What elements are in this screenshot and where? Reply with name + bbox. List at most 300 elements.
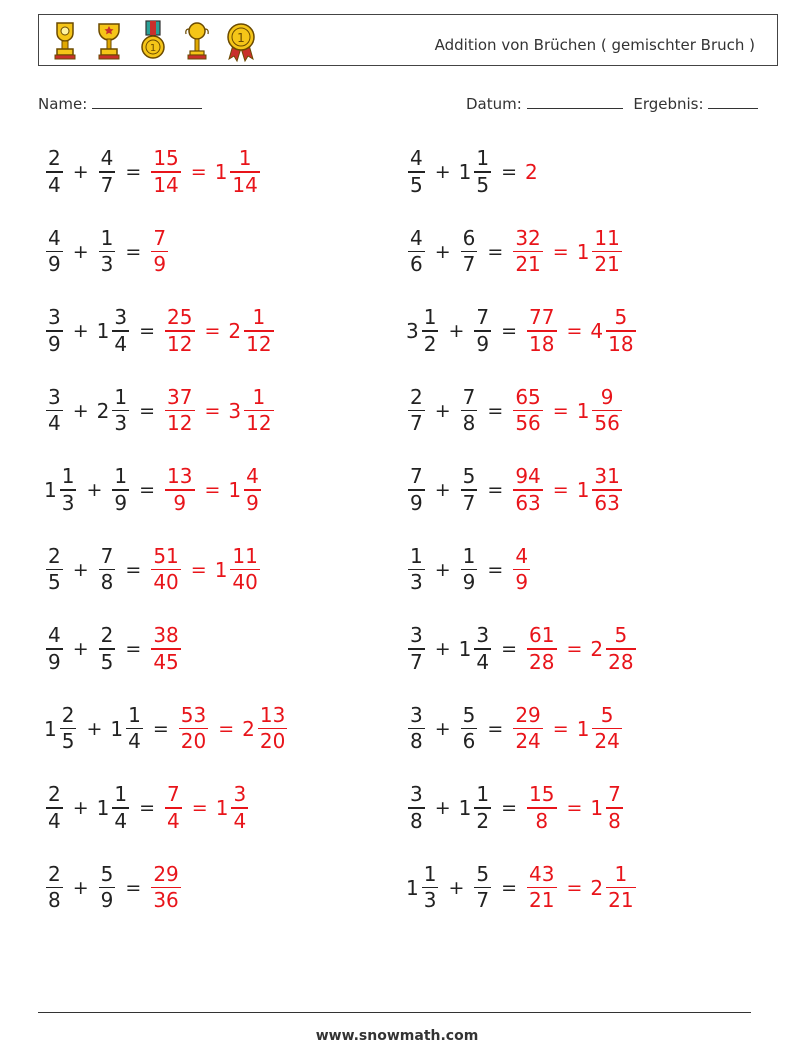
problem-equation: [406, 458, 624, 522]
denominator: 21: [515, 252, 541, 277]
fraction: [461, 703, 478, 755]
denominator: 9: [48, 649, 61, 674]
denominator: 8: [48, 888, 61, 913]
fraction: [592, 703, 621, 755]
fraction: [60, 703, 77, 755]
problem-item: [406, 776, 625, 840]
denominator: 9: [48, 331, 61, 356]
problem-item: [406, 299, 638, 363]
equals-sign: =: [125, 876, 142, 899]
denominator: 20: [259, 729, 286, 754]
fraction: [408, 385, 425, 437]
equals-sign: =: [501, 638, 518, 660]
whole-number: 2: [590, 637, 604, 661]
numerator: 3: [114, 305, 128, 330]
fraction-term: [406, 146, 427, 198]
problem-item: [44, 697, 289, 761]
fraction-term: [110, 703, 144, 755]
fraction: [165, 464, 194, 516]
fraction-term: [110, 464, 131, 516]
problem-equation: [44, 299, 276, 363]
denominator: 4: [167, 808, 180, 833]
denominator: 14: [153, 172, 179, 197]
numerator: 15: [529, 782, 555, 807]
fraction-term: [44, 782, 65, 834]
fraction: [474, 623, 491, 675]
numerator: 61: [529, 623, 555, 648]
answer-term: [149, 146, 182, 198]
fraction: [606, 782, 623, 834]
problem-item: [406, 140, 539, 204]
answer-term: [215, 146, 262, 198]
fraction: [474, 862, 491, 914]
fraction-term: [459, 623, 493, 675]
plus-sign: +: [434, 399, 451, 422]
answer-term: [525, 782, 558, 834]
fraction-term: [44, 146, 65, 198]
denominator: 14: [232, 172, 258, 197]
fraction: [99, 146, 116, 198]
fraction: [151, 544, 180, 596]
fraction-term: [459, 385, 480, 437]
answer-term: [216, 782, 250, 834]
fraction-term: [459, 544, 480, 596]
whole-number: 1: [458, 796, 472, 820]
answer-term: [511, 544, 532, 596]
fraction: [408, 703, 425, 755]
numerator: 4: [410, 146, 423, 171]
fraction: [151, 862, 180, 914]
numerator: 13: [167, 464, 193, 489]
fraction: [244, 464, 261, 516]
denominator: 12: [167, 411, 193, 436]
denominator: 56: [515, 411, 541, 436]
problem-item: [44, 220, 170, 284]
fraction: [527, 623, 556, 675]
fraction-term: [406, 464, 427, 516]
numerator: 2: [48, 861, 61, 886]
numerator: 2: [48, 782, 61, 807]
fraction: [112, 305, 129, 357]
fraction-term: [97, 385, 131, 437]
problem-equation: [406, 538, 532, 602]
problem-item: [406, 220, 624, 284]
equals-sign: =: [139, 320, 156, 342]
worksheet-title: Addition von Brüchen ( gemischter Bruch ): [434, 36, 755, 54]
fraction: [151, 226, 168, 278]
fraction: [408, 146, 425, 198]
denominator: 7: [100, 172, 114, 197]
denominator: 28: [608, 649, 634, 674]
numerator: 7: [608, 782, 621, 807]
denominator: 3: [100, 252, 114, 277]
numerator: 77: [529, 305, 555, 330]
fraction: [408, 226, 425, 278]
whole-number: 1: [110, 716, 124, 741]
worksheet-header: [38, 14, 778, 66]
problem-equation: [44, 140, 262, 204]
name-field[interactable]: [38, 94, 202, 113]
equals-sign: =: [552, 717, 569, 740]
problem-equation: [44, 538, 262, 602]
whole-number: 1: [576, 239, 590, 264]
denominator: 3: [61, 490, 75, 515]
numerator: 37: [167, 384, 193, 409]
numerator: 29: [153, 861, 179, 886]
equals-sign: =: [487, 399, 504, 422]
problem-equation: [44, 776, 250, 840]
fraction-term: [97, 226, 118, 278]
svg-text:1: 1: [149, 43, 157, 54]
denominator: 9: [410, 490, 423, 515]
fraction: [112, 782, 129, 834]
fraction: [46, 305, 63, 357]
problem-item: [44, 458, 263, 522]
problem-equation: [44, 379, 276, 443]
answer-term: [525, 305, 558, 357]
numerator: 1: [114, 782, 128, 807]
whole-number: 2: [228, 319, 242, 343]
problem-equation: [44, 617, 183, 681]
fraction: [606, 623, 635, 675]
denominator: 5: [48, 570, 61, 595]
numerator: 25: [167, 305, 193, 330]
numerator: 3: [233, 782, 247, 807]
fraction: [513, 226, 542, 278]
whole-number: 1: [576, 398, 590, 423]
denominator: 4: [48, 808, 61, 833]
problem-item: [44, 379, 276, 443]
equals-sign: =: [501, 320, 518, 342]
denominator: 9: [246, 490, 259, 515]
equals-sign: =: [487, 717, 504, 740]
denominator: 12: [167, 331, 193, 356]
whole-number: 1: [96, 319, 110, 343]
numerator: 3: [410, 702, 423, 727]
fraction-term: [406, 703, 427, 755]
equals-sign: =: [125, 240, 142, 263]
denominator: 9: [462, 570, 476, 595]
fraction: [258, 703, 287, 755]
answer-term: [525, 862, 558, 914]
denominator: 18: [529, 331, 555, 356]
equals-sign: =: [566, 638, 583, 660]
equals-sign: =: [487, 479, 504, 501]
numerator: 7: [410, 464, 423, 489]
equals-sign: =: [501, 161, 518, 183]
whole-number: 1: [406, 875, 419, 900]
denominator: 8: [410, 808, 423, 833]
whole-number: 2: [96, 398, 110, 423]
numerator: 2: [410, 384, 423, 409]
answer-term: [163, 782, 184, 834]
numerator: 7: [100, 543, 114, 568]
numerator: 6: [462, 225, 476, 250]
answer-term: [525, 623, 558, 675]
numerator: 5: [600, 702, 614, 727]
answer-term: [590, 862, 637, 914]
denominator: 7: [476, 888, 490, 913]
numerator: 1: [252, 384, 266, 409]
answer-term: [228, 464, 262, 516]
plus-sign: +: [434, 797, 451, 819]
fraction: [513, 703, 542, 755]
date-line[interactable]: [527, 94, 623, 109]
denominator: 4: [48, 172, 61, 197]
numerator: 53: [180, 702, 207, 727]
answer-term: [149, 544, 182, 596]
equals-sign: =: [190, 161, 207, 183]
answer-term: [149, 623, 182, 675]
denominator: 20: [180, 729, 207, 754]
fraction-term: [44, 544, 65, 596]
plus-sign: +: [434, 240, 451, 263]
award-ribbon-icon: [225, 19, 257, 63]
plus-sign: +: [72, 638, 89, 660]
equals-sign: =: [218, 717, 235, 740]
equals-sign: =: [204, 479, 221, 501]
fraction: [513, 544, 530, 596]
fraction-term: [97, 305, 131, 357]
fraction: [606, 305, 635, 357]
fraction: [461, 226, 478, 278]
denominator: 3: [423, 888, 437, 913]
fraction: [99, 862, 116, 914]
numerator: 4: [515, 543, 529, 568]
numerator: 1: [476, 146, 490, 171]
denominator: 9: [173, 490, 187, 515]
problem-equation: [406, 220, 624, 284]
answer-term: [511, 226, 544, 278]
plus-sign: +: [434, 479, 451, 501]
denominator: 28: [529, 649, 555, 674]
problem-equation: [406, 140, 539, 204]
fraction: [60, 464, 77, 516]
footer-divider: [38, 1012, 751, 1013]
denominator: 5: [476, 172, 490, 197]
denominator: 63: [594, 490, 620, 515]
fraction: [99, 623, 116, 675]
numerator: 4: [100, 146, 114, 171]
fraction-term: [44, 305, 65, 357]
whole-number: 1: [458, 160, 472, 184]
numerator: 5: [462, 464, 476, 489]
answer-term: [577, 464, 624, 516]
equals-sign: =: [566, 876, 583, 899]
numerator: 1: [61, 464, 75, 489]
plus-sign: +: [72, 399, 89, 422]
fraction: [527, 305, 556, 357]
denominator: 40: [232, 570, 258, 595]
problem-equation: [44, 697, 289, 761]
fraction: [231, 782, 248, 834]
fraction: [165, 782, 182, 834]
fraction: [422, 305, 439, 357]
name-line[interactable]: [92, 94, 202, 109]
numerator: 11: [232, 543, 258, 568]
denominator: 8: [410, 729, 423, 754]
fraction-term: [97, 544, 118, 596]
numerator: 2: [48, 543, 61, 568]
denominator: 9: [153, 252, 167, 277]
problem-item: [44, 617, 183, 681]
fraction: [474, 782, 491, 834]
fraction: [46, 862, 63, 914]
fraction: [408, 544, 425, 596]
denominator: 7: [410, 411, 423, 436]
numerator: 4: [246, 464, 259, 489]
numerator: 15: [153, 146, 179, 171]
whole-number: 1: [214, 160, 228, 184]
denominator: 12: [246, 411, 272, 436]
denominator: 4: [48, 411, 61, 436]
denominator: 2: [476, 808, 490, 833]
numerator: 51: [153, 543, 179, 568]
fraction: [408, 782, 425, 834]
problem-item: [406, 538, 532, 602]
fraction-term: [406, 385, 427, 437]
denominator: 45: [153, 649, 179, 674]
fraction-term: [44, 623, 65, 675]
fraction: [244, 385, 273, 437]
numerator: 1: [238, 146, 252, 171]
problem-item: [406, 458, 624, 522]
problem-equation: [44, 856, 183, 920]
equals-sign: =: [204, 320, 221, 342]
numerator: 1: [476, 782, 490, 807]
fraction: [408, 464, 425, 516]
denominator: 5: [100, 649, 114, 674]
fraction: [474, 146, 491, 198]
problem-item: [406, 617, 638, 681]
equals-sign: =: [487, 558, 504, 581]
denominator: 8: [608, 808, 621, 833]
plus-sign: +: [434, 558, 451, 581]
numerator: 2: [61, 702, 75, 727]
numerator: 5: [462, 702, 476, 727]
fraction: [46, 623, 63, 675]
plus-sign: +: [434, 161, 451, 183]
denominator: 8: [100, 570, 114, 595]
fraction: [230, 146, 259, 198]
numerator: 5: [476, 861, 490, 886]
date-field[interactable]: [466, 94, 758, 113]
denominator: 3: [410, 570, 423, 595]
denominator: 4: [128, 729, 141, 754]
date-label: Datum:: [466, 95, 522, 113]
numerator: 1: [114, 384, 128, 409]
numerator: 11: [594, 225, 620, 250]
equals-sign: =: [139, 399, 156, 422]
plus-sign: +: [434, 638, 451, 660]
fraction-term: [44, 703, 78, 755]
numerator: 43: [529, 861, 555, 886]
numerator: 3: [410, 623, 423, 648]
fraction-term: [472, 305, 493, 357]
footer-url: www.snowmath.com: [315, 1028, 479, 1044]
fraction: [422, 862, 439, 914]
plus-sign: +: [448, 876, 465, 899]
fraction-term: [97, 146, 118, 198]
answer-term: [163, 385, 196, 437]
answer-term: [163, 305, 196, 357]
fraction: [244, 305, 273, 357]
fraction: [165, 305, 194, 357]
denominator: 8: [535, 808, 549, 833]
fraction: [592, 464, 621, 516]
numerator: 2: [48, 146, 61, 171]
problem-equation: [406, 617, 638, 681]
denominator: 5: [61, 729, 75, 754]
fraction: [112, 385, 129, 437]
equals-sign: =: [487, 240, 504, 263]
problem-equation: [406, 776, 625, 840]
problem-item: [44, 140, 262, 204]
fraction-term: [97, 782, 131, 834]
whole-number: 2: [242, 716, 255, 741]
denominator: 7: [410, 649, 423, 674]
whole-number: 1: [228, 478, 242, 502]
fraction: [513, 385, 542, 437]
answer-term: [149, 226, 170, 278]
numerator: 1: [423, 305, 437, 330]
denominator: 9: [48, 252, 61, 277]
problem-equation: [406, 379, 624, 443]
fraction: [99, 544, 116, 596]
fraction: [46, 544, 63, 596]
denominator: 6: [462, 729, 476, 754]
answer-term: [577, 385, 624, 437]
denominator: 9: [476, 331, 490, 356]
fraction: [99, 226, 116, 278]
fraction: [527, 782, 556, 834]
fraction: [126, 703, 143, 755]
fraction-term: [406, 623, 427, 675]
denominator: 3: [114, 411, 128, 436]
denominator: 9: [100, 888, 114, 913]
numerator: 1: [410, 543, 423, 568]
denominator: 21: [594, 252, 620, 277]
fraction-term: [459, 464, 480, 516]
problem-item: [44, 776, 250, 840]
fraction: [46, 782, 63, 834]
answer-term: [242, 703, 289, 755]
fraction: [230, 544, 259, 596]
denominator: 21: [608, 888, 634, 913]
numerator: 5: [100, 861, 114, 886]
fraction: [112, 464, 129, 516]
trophy-star-icon: [93, 19, 125, 63]
numerator: 5: [614, 305, 628, 330]
fraction: [592, 385, 621, 437]
whole-number: 3: [228, 398, 242, 423]
numerator: 32: [515, 225, 541, 250]
numerator: 94: [515, 464, 541, 489]
result-line[interactable]: [708, 94, 758, 109]
fraction-term: [44, 464, 78, 516]
denominator: 9: [515, 570, 529, 595]
whole-number: 2: [525, 160, 538, 184]
denominator: 24: [515, 729, 541, 754]
numerator: 7: [167, 782, 180, 807]
numerator: 1: [462, 543, 476, 568]
numerator: 1: [128, 702, 141, 727]
whole-number: 1: [590, 796, 604, 820]
fraction-term: [406, 226, 427, 278]
answer-term: [163, 464, 196, 516]
problem-equation: [44, 220, 170, 284]
equals-sign: =: [190, 558, 207, 581]
